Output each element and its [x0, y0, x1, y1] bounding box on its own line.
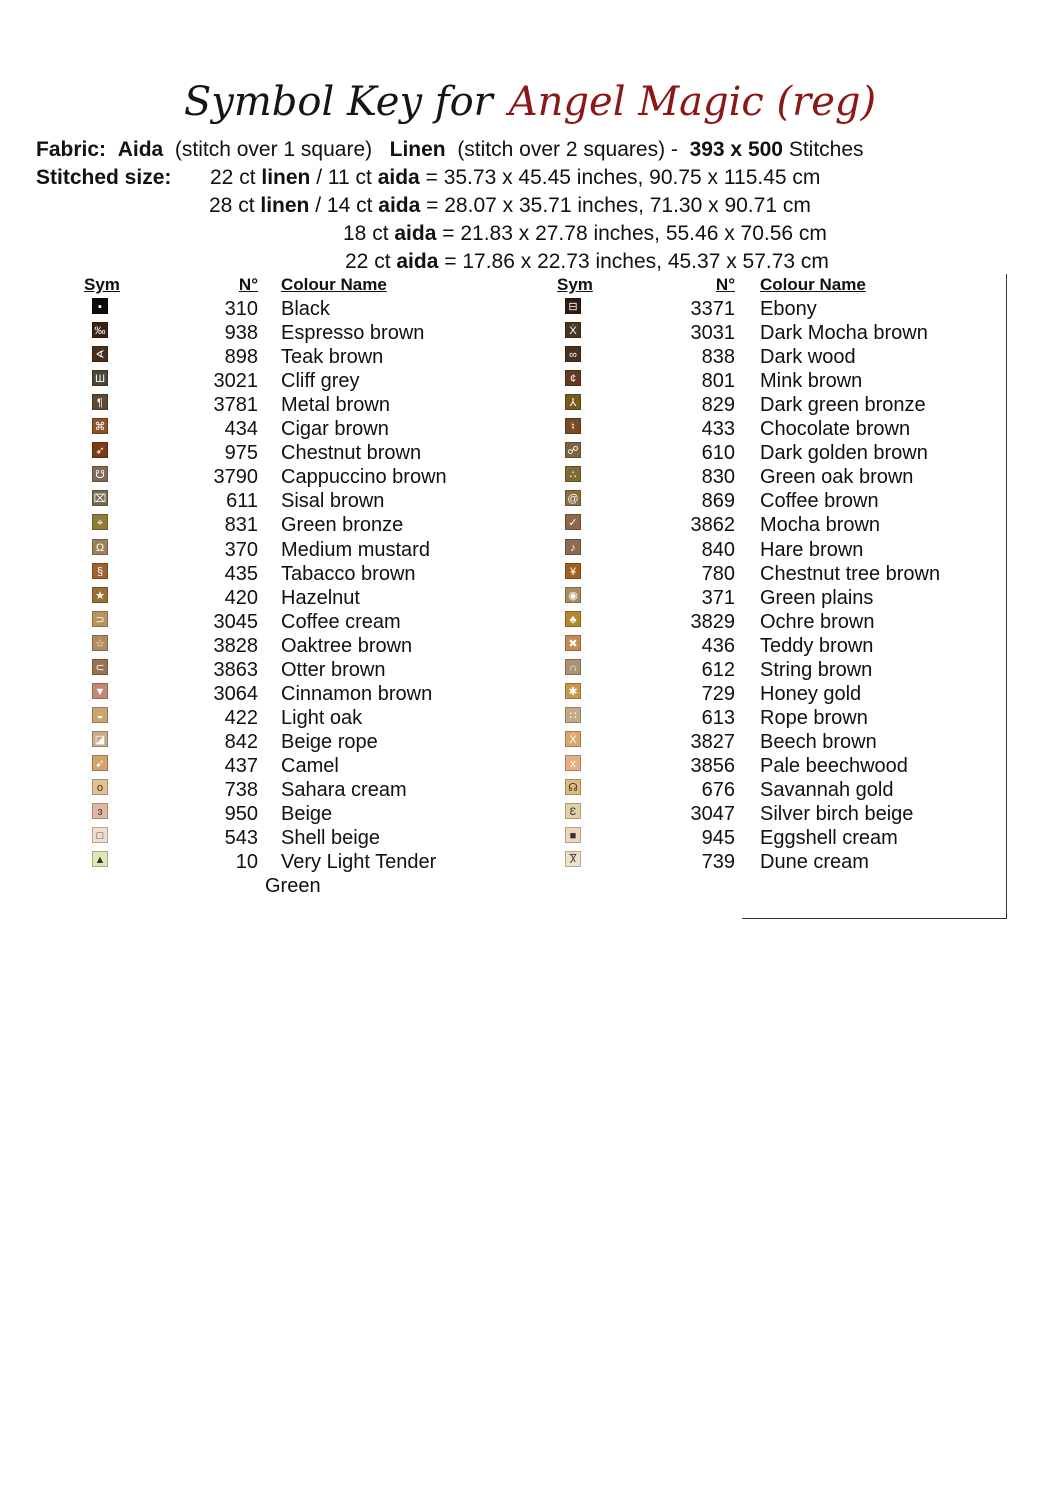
- symbol-swatch: ★: [92, 587, 108, 603]
- symbol-row: [0, 489, 1000, 513]
- colour-name: Eggshell cream: [760, 827, 898, 850]
- dmc-number: 3371: [690, 298, 735, 320]
- dmc-number: 3863: [213, 658, 258, 681]
- stitched-size-label-text: Stitched size:: [36, 166, 172, 189]
- symbol-swatch: ⊟: [565, 298, 581, 314]
- fabric-linen: Linen: [389, 138, 446, 161]
- symbol-row: [0, 682, 1000, 706]
- symbol-swatch: Ω: [92, 539, 108, 555]
- dmc-number: 840: [701, 538, 735, 561]
- size-dims: = 21.83 x 27.78 inches, 55.46 x 70.56 cm: [442, 222, 827, 245]
- dmc-number: 420: [224, 586, 258, 609]
- size-dims: = 35.73 x 45.45 inches, 90.75 x 115.45 cm: [425, 166, 821, 189]
- colour-name: Hazelnut: [281, 586, 360, 609]
- size-line-3: [343, 220, 827, 248]
- symbol-row: [0, 562, 1000, 586]
- symbol-swatch: ☋: [92, 466, 108, 482]
- symbol-swatch: ☆: [92, 635, 108, 651]
- symbol-row: [0, 634, 1000, 658]
- dmc-number: 729: [701, 682, 735, 705]
- colour-name: Rope brown: [760, 706, 868, 729]
- colour-name: Dark green bronze: [760, 394, 926, 417]
- fabric-label: Fabric:: [36, 138, 107, 161]
- symbol-swatch: ☍: [565, 442, 581, 458]
- dmc-number: 435: [224, 562, 258, 585]
- dmc-number: 938: [224, 322, 258, 345]
- size-fabric: linen: [260, 194, 310, 217]
- size-fabric: aida: [396, 250, 439, 273]
- colour-name: Chocolate brown: [760, 418, 911, 441]
- symbol-row: [0, 465, 1000, 489]
- dmc-number: 422: [224, 706, 258, 729]
- dmc-number: 613: [701, 706, 735, 729]
- fabric-aida-note: (stitch over 1 square): [174, 138, 373, 161]
- symbol-row: [0, 369, 1000, 393]
- symbol-swatch: ■: [565, 827, 581, 843]
- dmc-number: 3781: [213, 394, 258, 417]
- col-header-sym-left: Sym: [84, 275, 120, 294]
- symbol-row: [0, 441, 1000, 465]
- colour-name: Dark wood: [760, 346, 856, 369]
- dmc-number: 3828: [213, 634, 258, 657]
- size-ct: 22 ct: [345, 250, 391, 273]
- symbol-swatch: ¥: [565, 563, 581, 579]
- symbol-swatch: ☊: [565, 779, 581, 795]
- dmc-number: 3045: [213, 610, 258, 633]
- symbol-swatch: ▲: [92, 851, 108, 867]
- symbol-swatch: ⊂: [92, 659, 108, 675]
- size-line-4: [345, 248, 829, 276]
- stitched-size-label: [36, 164, 171, 192]
- symbol-row: [0, 345, 1000, 369]
- dmc-number: 3862: [690, 514, 735, 537]
- dmc-number: 829: [701, 394, 735, 417]
- colour-name: Hare brown: [760, 538, 864, 561]
- colour-name: Green bronze: [281, 514, 404, 537]
- symbol-row: [0, 586, 1000, 610]
- size-ct: 18 ct: [343, 222, 389, 245]
- colour-name-continued: Green: [265, 875, 321, 898]
- symbol-swatch: ◒: [92, 707, 108, 723]
- dmc-number: 3856: [690, 754, 735, 777]
- dmc-number: 3829: [690, 610, 735, 633]
- size-ct: 28 ct: [209, 194, 255, 217]
- colour-name: String brown: [760, 658, 873, 681]
- symbol-swatch: ∷: [565, 707, 581, 723]
- symbol-swatch: ▼: [92, 683, 108, 699]
- colour-name: Medium mustard: [281, 538, 430, 561]
- dmc-number: 842: [224, 730, 258, 753]
- size-line-1: [210, 164, 820, 192]
- dmc-number: 950: [224, 803, 258, 826]
- colour-name: Pale beechwood: [760, 754, 908, 777]
- size-fabric-2: aida: [377, 166, 420, 189]
- dmc-number: 3031: [690, 322, 735, 345]
- colour-name: Savannah gold: [760, 779, 894, 801]
- col-header-sym-right: Sym: [557, 275, 593, 294]
- symbol-swatch: ♪: [565, 539, 581, 555]
- col-header-name-left: Colour Name: [281, 275, 387, 294]
- colour-name: Dark Mocha brown: [760, 322, 928, 345]
- symbol-swatch: ✓: [565, 514, 581, 530]
- page-title: [0, 72, 1060, 132]
- dmc-number: 610: [701, 442, 735, 465]
- symbol-swatch: ⌧: [92, 490, 108, 506]
- colour-name: Very Light Tender: [281, 851, 437, 874]
- colour-name: Camel: [281, 754, 339, 777]
- dmc-number: 780: [701, 562, 735, 585]
- symbol-row: [0, 850, 1000, 874]
- symbol-swatch: Ẋ: [565, 322, 581, 338]
- dmc-number: 10: [235, 851, 258, 874]
- fabric-line: [36, 136, 864, 164]
- colour-name: Coffee cream: [281, 610, 401, 633]
- symbol-row: [0, 730, 1000, 754]
- size-fabric: linen: [261, 166, 311, 189]
- dmc-number: 975: [224, 442, 258, 465]
- colour-name: Honey gold: [760, 682, 862, 705]
- dmc-number: 838: [701, 346, 735, 369]
- symbol-swatch: ◉: [565, 587, 581, 603]
- dmc-number: 3047: [690, 803, 735, 826]
- size-fabric: aida: [394, 222, 437, 245]
- colour-name: Cinnamon brown: [281, 682, 433, 705]
- dmc-number: 310: [224, 298, 258, 320]
- colour-name: Green oak brown: [760, 466, 914, 489]
- symbol-swatch: Ɛ: [565, 803, 581, 819]
- symbol-swatch: ∴: [565, 466, 581, 482]
- size-sep: / 14 ct: [315, 194, 373, 217]
- dmc-number: 830: [701, 466, 735, 489]
- colour-name: Mink brown: [760, 370, 863, 393]
- symbol-swatch: §: [92, 563, 108, 579]
- dmc-number: 739: [701, 851, 735, 874]
- symbol-row: [0, 321, 1000, 345]
- symbol-row: [0, 297, 1000, 321]
- colour-name: Green plains: [760, 586, 874, 609]
- stitches-word: Stitches: [788, 138, 864, 161]
- size-line-2: [209, 192, 811, 220]
- colour-name: Light oak: [281, 706, 363, 729]
- symbol-row: [0, 393, 1000, 417]
- dmc-number: 371: [701, 586, 735, 609]
- dmc-number: 437: [224, 754, 258, 777]
- colour-name: Chestnut brown: [281, 442, 422, 465]
- colour-name: Ochre brown: [760, 610, 875, 633]
- symbol-swatch: ∞: [565, 346, 581, 362]
- size-ct: 22 ct: [210, 166, 256, 189]
- colour-name: Cappuccino brown: [281, 466, 447, 489]
- col-header-name-right: Colour Name: [760, 275, 866, 294]
- colour-name: Ebony: [760, 298, 817, 320]
- colour-name: Chestnut tree brown: [760, 562, 941, 585]
- colour-name: Shell beige: [281, 827, 380, 850]
- size-dims: = 28.07 x 35.71 inches, 71.30 x 90.71 cm: [426, 194, 811, 217]
- colour-name: Mocha brown: [760, 514, 881, 537]
- symbol-swatch: ‰: [92, 322, 108, 338]
- symbol-row: [0, 513, 1000, 537]
- col-header-num-right: N°: [715, 275, 735, 294]
- colour-name: Cliff grey: [281, 370, 360, 393]
- title-prefix: Symbol Key for: [183, 79, 493, 125]
- size-sep: / 11 ct: [316, 166, 372, 189]
- dmc-number: 611: [226, 490, 258, 513]
- symbol-swatch: Ⴟ: [565, 851, 581, 867]
- colour-name: Teak brown: [281, 346, 384, 369]
- colour-name: Beige rope: [281, 730, 378, 753]
- dmc-number: 433: [701, 418, 735, 441]
- dmc-number: 3790: [213, 466, 258, 489]
- symbol-swatch: ∢: [92, 346, 108, 362]
- fabric-linen-note: (stitch over 2 squares) -: [457, 138, 678, 161]
- symbol-row: [0, 706, 1000, 730]
- symbol-swatch: ♣: [565, 611, 581, 627]
- dmc-number: 945: [701, 827, 735, 850]
- symbol-swatch: ▪: [92, 298, 108, 314]
- dmc-number: 676: [701, 779, 735, 801]
- dmc-number: 869: [701, 490, 735, 513]
- symbol-swatch: ⅄: [565, 394, 581, 410]
- dmc-number: 801: [701, 370, 735, 393]
- symbol-swatch: ¢: [565, 370, 581, 386]
- colour-name: Sahara cream: [281, 779, 407, 801]
- dmc-number: 612: [701, 658, 735, 681]
- symbol-swatch: ⌖: [92, 514, 108, 530]
- colour-name: Dune cream: [760, 851, 869, 874]
- colour-name: Coffee brown: [760, 490, 879, 513]
- colour-name: Dark golden brown: [760, 442, 928, 465]
- colour-name: Teddy brown: [760, 634, 874, 657]
- symbol-swatch: ➶: [92, 442, 108, 458]
- symbol-row: [0, 754, 1000, 778]
- symbol-swatch: Ш: [92, 370, 108, 386]
- right-border-line: [1006, 274, 1007, 919]
- symbol-swatch: o: [92, 779, 108, 795]
- symbol-swatch: ⌘: [92, 418, 108, 434]
- symbol-swatch: ♮: [565, 418, 581, 434]
- colour-name: Oaktree brown: [281, 634, 413, 657]
- symbol-swatch: ➹: [92, 755, 108, 771]
- dmc-number: 738: [224, 779, 258, 801]
- symbol-swatch: x: [565, 755, 581, 771]
- stitch-count: 393 x 500: [689, 138, 783, 161]
- symbol-swatch: □: [92, 827, 108, 843]
- colour-name: Tabacco brown: [281, 562, 416, 585]
- fabric-aida: Aida: [117, 138, 164, 161]
- symbol-swatch: Ẍ: [565, 731, 581, 747]
- symbol-swatch: ⊃: [92, 611, 108, 627]
- symbol-row: [0, 610, 1000, 634]
- symbol-row: [0, 778, 1000, 802]
- size-dims: = 17.86 x 22.73 inches, 45.37 x 57.73 cm: [444, 250, 829, 273]
- symbol-swatch: ✱: [565, 683, 581, 699]
- bottom-border-line: [742, 918, 1007, 919]
- dmc-number: 370: [224, 538, 258, 561]
- dmc-number: 543: [224, 827, 258, 850]
- colour-name: Otter brown: [281, 658, 386, 681]
- dmc-number: 3064: [213, 682, 258, 705]
- symbol-swatch: ɜ: [92, 803, 108, 819]
- colour-name: Metal brown: [281, 394, 390, 417]
- colour-name: Beech brown: [760, 730, 877, 753]
- dmc-number: 436: [701, 634, 735, 657]
- dmc-number: 3021: [213, 370, 258, 393]
- col-header-num-left: N°: [238, 275, 258, 294]
- dmc-number: 3827: [690, 730, 735, 753]
- symbol-swatch: ∩: [565, 659, 581, 675]
- dmc-number: 898: [224, 346, 258, 369]
- colour-name: Cigar brown: [281, 418, 389, 441]
- colour-name: Espresso brown: [281, 322, 425, 345]
- colour-name: Sisal brown: [281, 490, 385, 513]
- symbol-row: [0, 538, 1000, 562]
- colour-name: Black: [281, 298, 330, 320]
- size-fabric-2: aida: [378, 194, 421, 217]
- title-design-name: Angel Magic (reg): [508, 79, 877, 125]
- symbol-row: [0, 658, 1000, 682]
- symbol-swatch: ✖: [565, 635, 581, 651]
- colour-name: Beige: [281, 803, 333, 826]
- symbol-row: [0, 826, 1000, 850]
- symbol-row: [0, 417, 1000, 441]
- symbol-row: [0, 802, 1000, 826]
- symbol-swatch: ◪: [92, 731, 108, 747]
- symbol-swatch: ¶: [92, 394, 108, 410]
- colour-name: Silver birch beige: [760, 803, 914, 826]
- symbol-swatch: @: [565, 490, 581, 506]
- dmc-number: 831: [224, 514, 258, 537]
- dmc-number: 434: [224, 418, 258, 441]
